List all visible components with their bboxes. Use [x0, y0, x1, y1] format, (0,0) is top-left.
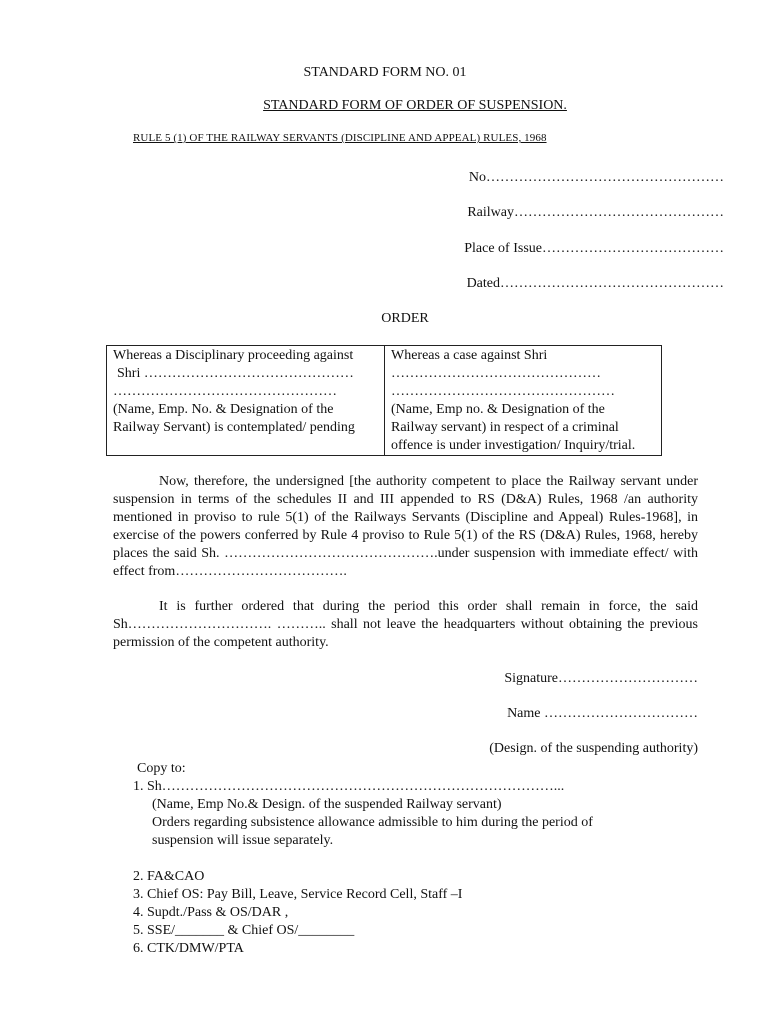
left-line: ………………………………………… — [113, 384, 337, 399]
right-line: ……………………………………… — [391, 366, 601, 381]
copy-item-1-note: Orders regarding subsistence allowance admissible to him during the period of — [152, 815, 593, 830]
copy-item-4: 4. Supdt./Pass & OS/DAR , — [133, 905, 289, 920]
rule-reference: RULE 5 (1) OF THE RAILWAY SERVANTS (DISCIPLINE AND APPEAL) RULES, 1968 — [133, 132, 547, 144]
designation-line: (Design. of the suspending authority) — [489, 741, 698, 756]
copy-item-5: 5. SSE/_______ & Chief OS/________ — [133, 923, 355, 938]
right-line: Whereas a case against Shri — [391, 348, 548, 363]
copy-item-1-note: suspension will issue separately. — [152, 833, 334, 848]
copy-item-6: 6. CTK/DMW/PTA — [133, 941, 244, 956]
order-paragraph-1: Now, therefore, the undersigned [the authority competent to place the Railway servant under suspension in terms of the schedules II and III appended to RS (D&A) Rules, 1968 /an authority mentioned in proviso to rule 5(1) of the Railways Servants (Discipline and Appeal) Rules-1968], in exercise of the powers conferred by Rule 4 proviso to Rule 5(1) of the RS (D&A) Rules, 1968, hereby places the said Sh. ……………………………………….under suspension with immediate effect/ with effect from………………………………. — [113, 474, 698, 579]
copy-item-1-note: (Name, Emp No.& Design. of the suspended Railway servant) — [152, 797, 502, 812]
order-heading: ORDER — [381, 311, 429, 326]
copy-to-heading: Copy to: — [137, 761, 186, 776]
field-dated: Dated………………………………………… — [466, 276, 724, 291]
criminal-case-cell — [385, 346, 662, 456]
field-no: No…………………………………………… — [468, 170, 724, 185]
copy-item-3: 3. Chief OS: Pay Bill, Leave, Service Record Cell, Staff –I — [133, 887, 463, 902]
name-line: Name …………………………… — [507, 706, 698, 721]
cases-table — [106, 345, 662, 456]
copy-item-2: 2. FA&CAO — [133, 869, 205, 884]
signature-line: Signature………………………… — [504, 671, 698, 686]
field-railway: Railway……………………………………… — [467, 205, 724, 220]
form-number: STANDARD FORM NO. 01 — [303, 65, 467, 80]
form-title: STANDARD FORM OF ORDER OF SUSPENSION. — [263, 98, 567, 113]
order-paragraph-2: It is further ordered that during the period this order shall remain in force, the said Sh…………………………. ……….. shall not leave the headquarters without obtaining the previous permission of the competent authority. — [113, 599, 698, 650]
field-place-of-issue: Place of Issue………………………………… — [464, 241, 724, 256]
right-line: ………………………………………… — [391, 384, 615, 399]
left-line: Railway Servant) is contemplated/ pending — [113, 420, 355, 435]
copy-item-1: 1. Sh…………………………………………………………………………... — [133, 779, 565, 794]
right-line: (Name, Emp no. & Designation of the — [391, 402, 605, 417]
right-line: offence is under investigation/ Inquiry/trial. — [391, 438, 636, 453]
left-line: Shri ……………………………………… — [117, 366, 354, 381]
left-line: (Name, Emp. No. & Designation of the — [113, 402, 334, 417]
disciplinary-case-cell — [107, 346, 385, 456]
left-line: Whereas a Disciplinary proceeding against — [113, 348, 354, 363]
right-line: Railway servant) in respect of a criminal — [391, 420, 619, 435]
